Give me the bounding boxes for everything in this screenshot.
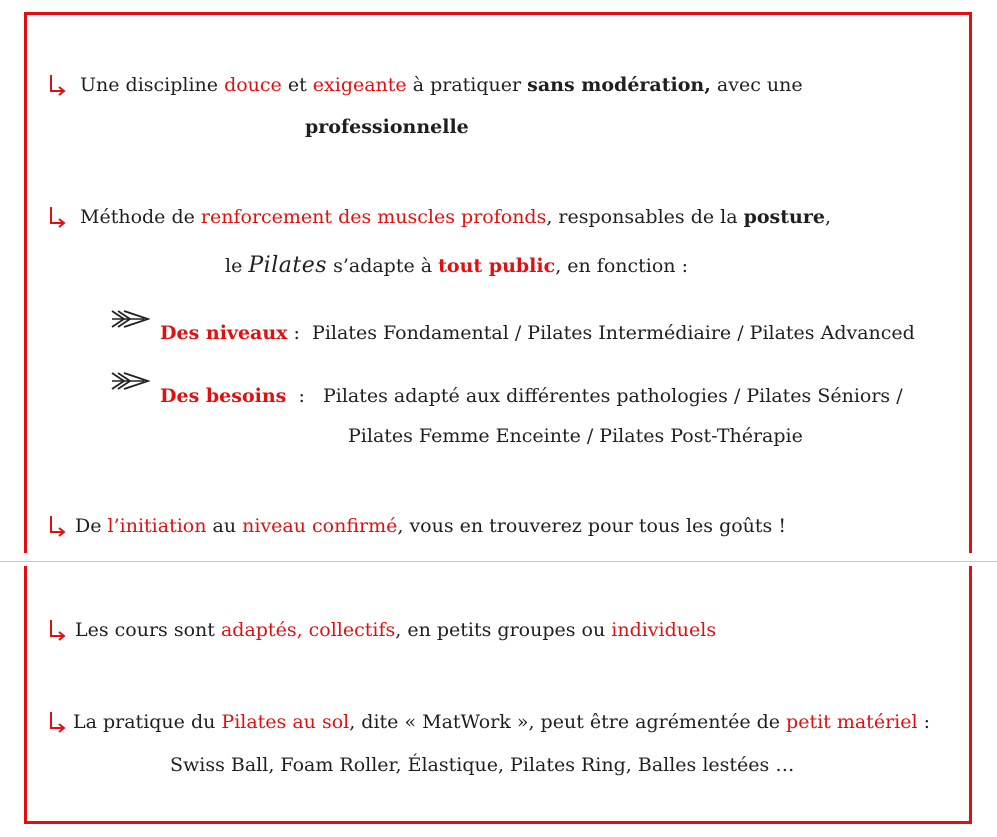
page-break-divider — [0, 561, 997, 562]
sub-text: Pilates Fondamental / Pilates Intermédiaire / Pilates Advanced — [312, 322, 915, 344]
return-arrow-icon — [48, 710, 66, 734]
text: , responsables de la — [546, 206, 744, 228]
item4-line1 — [75, 618, 716, 642]
highlight-text: adaptés, collectifs — [220, 619, 396, 641]
highlight-text: niveau confirmé — [242, 515, 398, 537]
sub-label: Des besoins — [160, 385, 287, 407]
text: : — [917, 711, 930, 733]
highlight-text: exigeante — [312, 74, 407, 96]
bold-text: sans modération, — [527, 74, 711, 96]
text: Une discipline — [80, 74, 225, 96]
separator: : — [292, 385, 305, 407]
text: , en fonction : — [555, 255, 688, 277]
text: , en petits groupes ou — [395, 619, 612, 641]
return-arrow-icon — [48, 205, 66, 229]
sub-text: Pilates adapté aux différentes pathologies / Pilates Séniors / — [322, 385, 903, 407]
return-arrow-icon — [48, 73, 66, 97]
text: le — [225, 255, 249, 277]
highlight-text: Pilates au sol — [221, 711, 350, 733]
item1-line2: professionnelle — [305, 116, 469, 138]
return-arrow-icon — [48, 618, 66, 642]
pilates-script-logo: Pilates — [248, 253, 328, 278]
item3-line1 — [75, 514, 786, 538]
text: à pratiquer — [406, 74, 528, 96]
sub-besoins-line2: Pilates Femme Enceinte / Pilates Post-Thérapie — [348, 425, 803, 447]
dart-arrow-icon — [110, 369, 150, 399]
item5-line1 — [73, 710, 930, 734]
text: Les cours sont — [75, 619, 221, 641]
bold-text: posture — [743, 206, 825, 228]
text: De — [75, 515, 108, 537]
item2-line2 — [225, 254, 688, 278]
text: , — [824, 206, 831, 228]
sub-besoins — [160, 384, 903, 408]
sub-niveaux — [160, 321, 915, 345]
text: , dite « MatWork », peut être agrémentée de — [349, 711, 787, 733]
item2-line1 — [80, 205, 831, 229]
highlight-text: petit matériel — [786, 711, 918, 733]
highlight-text: renforcement des muscles profonds — [200, 206, 547, 228]
text: avec une — [710, 74, 803, 96]
text: au — [206, 515, 243, 537]
return-arrow-icon — [48, 514, 66, 538]
dart-arrow-icon — [110, 307, 150, 337]
highlight-bold-text: tout public — [438, 255, 556, 277]
highlight-text: l’initiation — [107, 515, 207, 537]
text: et — [281, 74, 313, 96]
separator: : — [287, 322, 300, 344]
text: , vous en trouverez pour tous les goûts ! — [397, 515, 786, 537]
text: La pratique du — [73, 711, 222, 733]
text: Méthode de — [80, 206, 201, 228]
sub-label: Des niveaux — [160, 322, 288, 344]
item5-line2: Swiss Ball, Foam Roller, Élastique, Pilates Ring, Balles lestées … — [170, 754, 795, 776]
page-border-bottom — [24, 566, 972, 824]
text: s’adapte à — [327, 255, 439, 277]
highlight-text: douce — [224, 74, 282, 96]
item1-line1 — [80, 73, 803, 97]
highlight-text: individuels — [611, 619, 717, 641]
